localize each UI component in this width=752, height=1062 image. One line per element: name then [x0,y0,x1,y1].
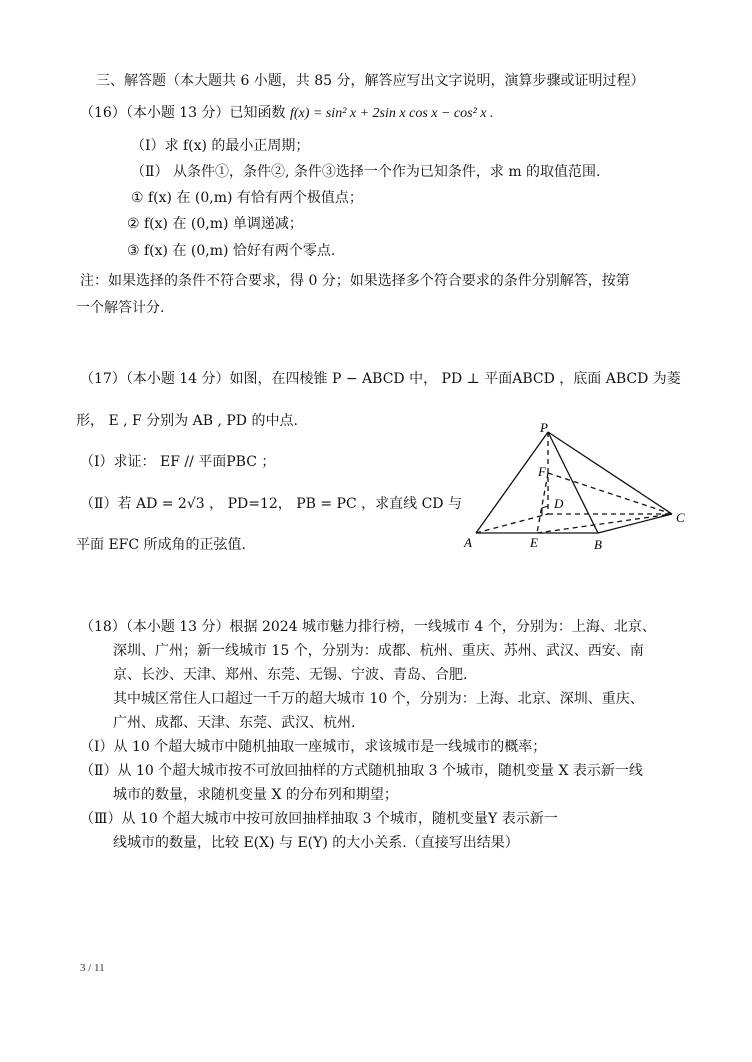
label-A: A [464,535,472,550]
q16-note-line1: 注：如果选择的条件不符合要求，得 0 分；如果选择多个符合要求的条件分别解答，按第 [80,273,630,289]
q18-part2-line2: 城市的数量，求随机变量 X 的分布列和期望； [113,787,398,803]
q18-part3-line2: 线城市的数量，比较 E(X) 与 E(Y) 的大小关系.（直接写出结果） [113,835,519,851]
label-C: C [676,510,685,525]
pyramid-figure [460,420,700,550]
q18-line3: 京、长沙、天津、郑州、东莞、无锡、宁波、青岛、合肥. [113,667,468,683]
segment-FE [537,473,548,533]
edge-PB [548,432,598,533]
q18-part1: （Ⅰ）从 10 个超大城市中随机抽取一座城市，求该城市是一线城市的概率； [80,739,547,755]
section-heading: 三、解答题（本大题共 6 小题，共 85 分，解答应写出文字说明，演算步骤或证明过程） [96,73,645,89]
q18-part3-line1: （Ⅲ）从 10 个超大城市中按可放回抽样抽取 3 个城市，随机变量Y 表示新一 [80,811,558,827]
label-E: E [530,535,538,550]
q16-function: f(x) = sin² x + 2sin x cos x − cos² x . [289,106,494,121]
q17-part1: （Ⅰ）求证： EF // 平面PBC ； [80,454,276,470]
label-P: P [540,420,548,435]
q17-part2: （Ⅱ）若 AD = 2√3 ， PD=12， PB = PC ，求直线 CD 与 [80,496,462,512]
q17-line2: 形， E , F 分别为 AB , PD 的中点. [76,413,298,429]
q18-line2: 深圳、广州；新一线城市 15 个，分别为：成都、杭州、重庆、苏州、武汉、西安、南 [113,643,644,659]
edge-PC [548,432,672,514]
segment-FC [548,473,672,514]
q18-part2-line1: （Ⅱ）从 10 个超大城市按不可放回抽样的方式随机抽取 3 个城市，随机变量 X 表示新一线 [80,763,643,779]
q17-part2-cont: 平面 EFC 所成角的正弦值. [76,537,246,553]
label-F: F [538,464,546,479]
q16-header [80,103,494,124]
q16-condition-2: ② f(x) 在 (0,m) 单调递减； [127,216,303,232]
label-D: D [554,496,564,511]
edge-PA [476,432,548,533]
q16-part1: （Ⅰ）求 f(x) 的最小正周期； [131,138,310,154]
q16-condition-1: ① f(x) 在 (0,m) 有恰有两个极值点； [131,190,363,206]
page-number: 3 / 11 [80,962,105,974]
q18-line4: 其中城区常住人口超过一千万的超大城市 10 个，分别为：上海、北京、深圳、重庆、 [113,691,644,707]
segment-EC [537,514,672,533]
q16-condition-3: ③ f(x) 在 (0,m) 恰好有两个零点. [127,243,336,259]
q18-line1: （18）（本小题 13 分）根据 2024 城市魅力排行榜，一线城市 4 个，分别为：上海、北京、 [80,619,656,635]
q16-header-text: （16）（本小题 13 分）已知函数 [80,105,286,121]
q17-line1: （17）（本小题 14 分）如图，在四棱锥 P − ABCD 中， PD ⊥ 平面ABCD ，底面 ABCD 为菱 [80,371,681,387]
q18-line5: 广州、成都、天津、东莞、武汉、杭州. [113,715,356,731]
q16-note-line2: 一个解答计分. [76,300,165,316]
label-B: B [594,537,602,550]
q16-part2: （Ⅱ） 从条件①，条件②, 条件③选择一个作为已知条件，求 m 的取值范围. [131,164,601,180]
